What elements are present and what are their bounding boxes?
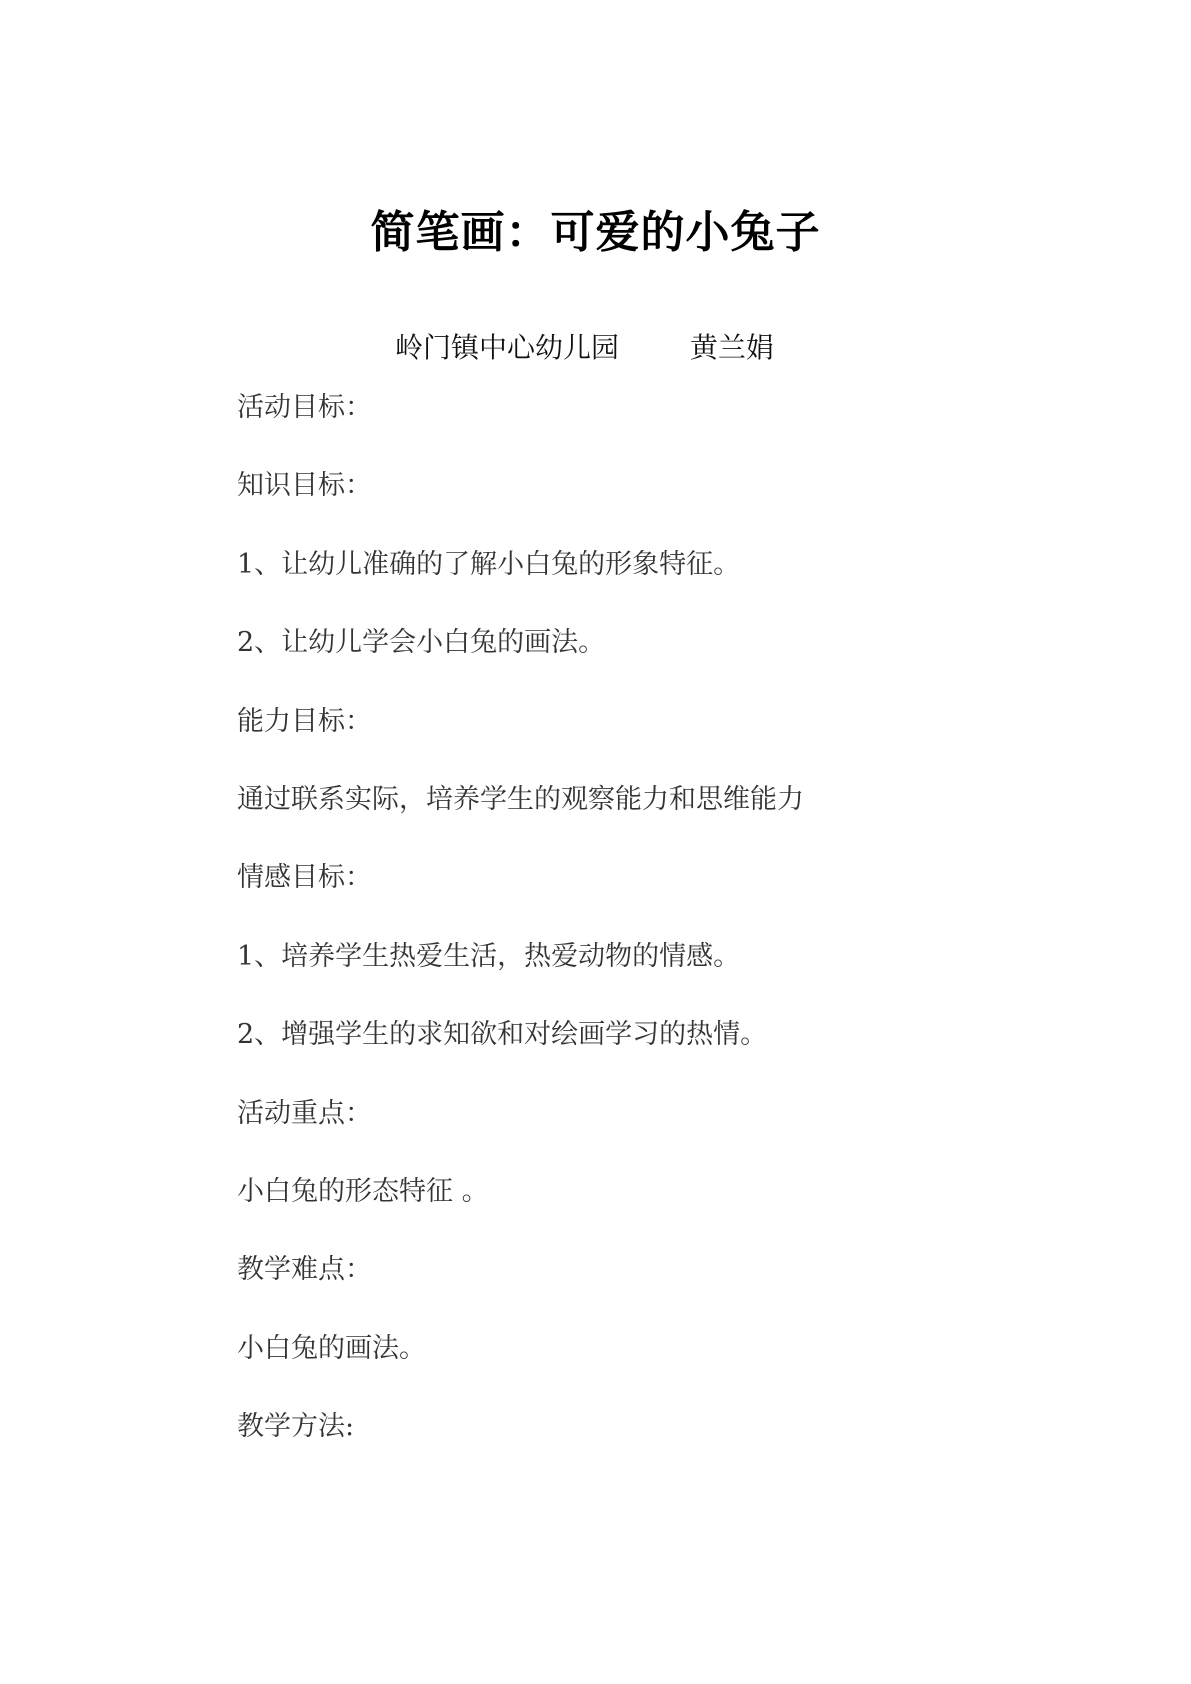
emotion-goal-1: 1、培养学生热爱生活，热爱动物的情感。 <box>237 941 741 972</box>
document-title: 简笔画：可爱的小兔子 <box>370 207 821 258</box>
heading-knowledge-goals: 知识目标： <box>237 470 372 501</box>
byline <box>395 326 774 366</box>
heading-difficulties: 教学难点： <box>237 1254 372 1285</box>
ability-goal-text: 通过联系实际，培养学生的观察能力和思维能力 <box>237 784 804 815</box>
school-name: 岭门镇中心幼儿园 <box>395 331 620 364</box>
heading-teaching-methods: 教学方法: <box>237 1411 355 1442</box>
author-name: 黄兰娟 <box>689 331 774 364</box>
heading-emotion-goals: 情感目标： <box>237 862 372 893</box>
knowledge-goal-2: 2、让幼儿学会小白兔的画法。 <box>237 627 606 658</box>
difficulty-text: 小白兔的画法。 <box>237 1333 426 1364</box>
knowledge-goal-1: 1、让幼儿准确的了解小白兔的形象特征。 <box>237 549 741 580</box>
emotion-goal-2: 2、增强学生的求知欲和对绘画学习的热情。 <box>237 1019 768 1050</box>
heading-key-points: 活动重点： <box>237 1098 372 1129</box>
key-point-text: 小白兔的形态特征 。 <box>237 1176 489 1207</box>
heading-ability-goals: 能力目标： <box>237 706 372 737</box>
heading-activity-goals: 活动目标： <box>237 392 372 423</box>
